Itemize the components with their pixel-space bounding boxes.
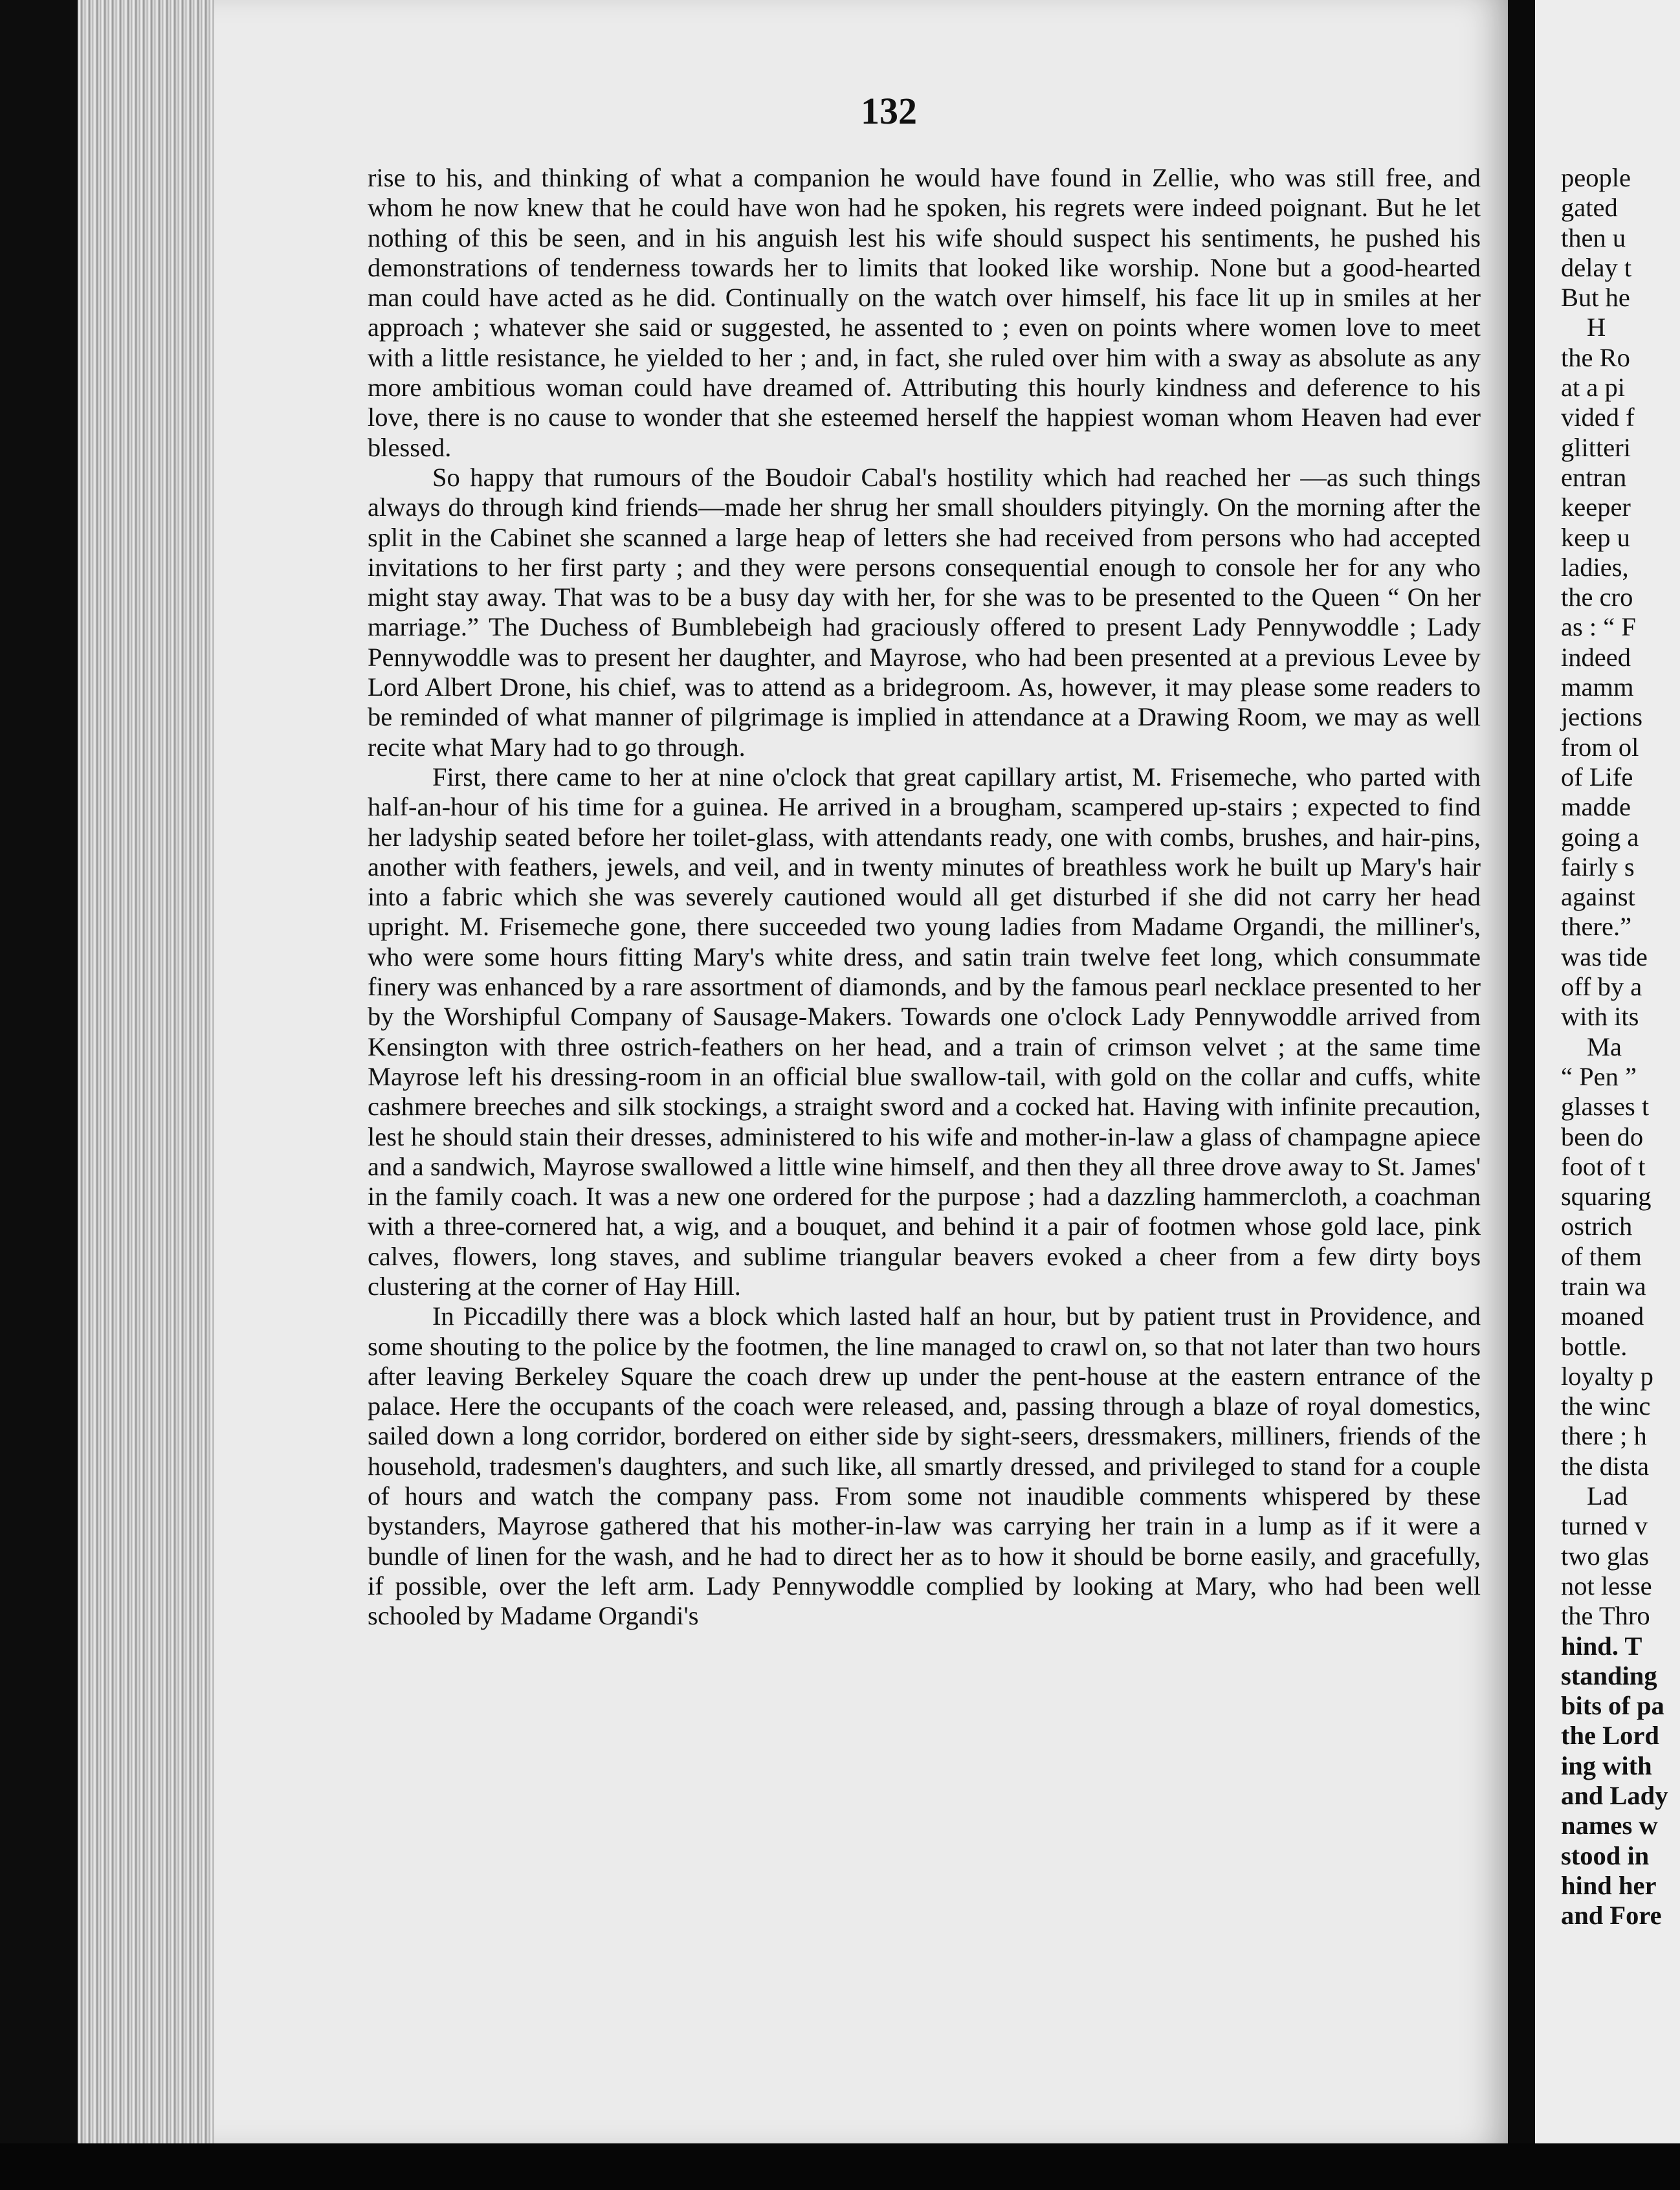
book-gutter [1508, 0, 1535, 2190]
right-page-line: the winc [1561, 1391, 1651, 1421]
paragraph-1: rise to his, and thinking of what a companion he would have found in Zellie, who was still free, and whom he now knew that he could have won had he spoken, his regrets were indeed poignant. But he let nothing of this be seen, and in his anguish lest his wife should suspect his sentiments, he pushed his demonstrations of tenderness towards her to limits that looked like worship. None but a good-hearted man could have acted as he did. Continually on the watch over himself, his face lit up in smiles at her approach ; whatever she said or suggested, he assented to ; even on points where women love to meet with a little resistance, he yielded to her ; and, in fact, she ruled over him with a sway as absolute as any more ambitious woman could have dreamed of. Attributing this hourly kindness and deference to his love, there is no cause to wonder that she esteemed herself the happiest woman whom Heaven had ever blessed. [368, 163, 1481, 462]
right-page-line: of them [1561, 1241, 1642, 1271]
right-page-line: squaring [1561, 1182, 1652, 1211]
right-page-line: two glas [1561, 1541, 1650, 1571]
left-page-body [368, 163, 1481, 1631]
book-page-edges [78, 0, 214, 2143]
right-page-line: delay t [1561, 252, 1632, 282]
right-page-line: there.” [1561, 912, 1632, 942]
right-page-line: going a [1561, 822, 1639, 852]
right-page-line: loyalty p [1561, 1361, 1653, 1391]
right-page-line: indeed [1561, 642, 1631, 672]
right-page-line: people [1561, 163, 1631, 192]
right-page-line: turned v [1561, 1511, 1648, 1541]
right-page-line: Ma [1587, 1032, 1622, 1061]
right-page-line: ostrich [1561, 1211, 1633, 1241]
right-page-line: the dista [1561, 1451, 1650, 1481]
right-page-line: bottle. [1561, 1331, 1628, 1361]
right-page-line: ladies, [1561, 552, 1629, 582]
right-page-line: there ; h [1561, 1421, 1647, 1451]
right-page-line: glasses t [1561, 1092, 1650, 1122]
right-page-line: foot of t [1561, 1151, 1646, 1181]
right-page-line: been do [1561, 1122, 1644, 1151]
right-page-line: was tide [1561, 942, 1648, 971]
right-page-line: names w [1561, 1811, 1658, 1841]
scan-bottom-border [0, 2143, 1680, 2190]
right-page-line: fairly s [1561, 852, 1635, 881]
right-page-line: “ Pen ” [1561, 1061, 1637, 1091]
right-page-line: hind her [1561, 1870, 1657, 1900]
right-page-line: But he [1561, 283, 1630, 313]
paragraph-4: In Piccadilly there was a block which lasted half an hour, but by patient trust in Providence, and some shouting to the police by the footmen, the line managed to crawl on, so that not later than two hours after leaving Berkeley Square the coach drew up under the pent-house at the eastern entrance of the palace. Here the occupants of the coach were released, and, passing through a blaze of royal domestics, sailed down a long corridor, bordered on either side by sight-seers, dressmakers, milliners, friends of the household, tradesmen's daughters, and such like, all smartly dressed, and privileged to stand for a couple of hours and watch the company pass. From some not inaudible comments whispered by these bystanders, Mayrose gathered that his mother-in-law was carrying her train in a lump as if it were a bundle of linen for the wash, and he had to direct her as to how it should be borne easily, and gracefully, if possible, over the left arm. Lady Pennywoddle complied by looking at Mary, who had been well schooled by Madame Organdi's [368, 1301, 1481, 1631]
right-page-line: against [1561, 882, 1635, 912]
right-page-line: the Lord [1561, 1721, 1659, 1751]
paragraph-2: So happy that rumours of the Boudoir Cabal's hostility which had reached her —as such things always do through kind friends—made her shrug her small shoulders pityingly. On the morning after the split in the Cabinet she scanned a large heap of letters she had received from persons who had accepted invitations to her first party ; and they were persons consequential enough to console her for any who might stay away. That was to be a busy day with her, for she was to be presented to the Queen “ On her marriage.” The Duchess of Bumblebeigh had graciously offered to present Lady Pennywoddle ; Lady Pennywoddle was to present her daughter, and Mayrose, who had been presented at a previous Levee by Lord Albert Drone, his chief, was to attend as a bridegroom. As, however, it may please some readers to be reminded of what manner of pilgrimage is implied in attendance at a Drawing Room, we may as well recite what Mary had to go through. [368, 462, 1481, 762]
right-page-line: ing with [1561, 1751, 1652, 1780]
right-page-line: the Thro [1561, 1601, 1650, 1631]
page-number: 132 [861, 90, 917, 132]
paragraph-3: First, there came to her at nine o'clock that great capillary artist, M. Frisemeche, who parted with half-an-hour of his time for a guinea. He arrived in a brougham, scampered up-stairs ; expected to find her ladyship seated before her toilet-glass, with attendants ready, one with combs, brushes, and hair-pins, another with feathers, jewels, and veil, and in twenty minutes of breathless work he built up Mary's hair into a fabric which she was severely cautioned would all get disturbed if she did not carry her head upright. M. Frisemeche gone, there succeeded two young ladies from Madame Organdi, the milliner's, who were some hours fitting Mary's white dress, and satin train twelve feet long, which consummate finery was enhanced by a rare assortment of diamonds, and by the famous pearl necklace presented to her by the Worshipful Company of Sausage-Makers. Towards one o'clock Lady Pennywoddle arrived from Kensington with three ostrich-feathers on her head, and a train of crimson velvet ; at the same time Mayrose left his dressing-room in an official blue swallow-tail, with gold on the collar and cuffs, white cashmere breeches and silk stockings, a straight sword and a cocked hat. Having with infinite precaution, lest he should stain their dresses, administered to his wife and mother-in-law a glass of champagne apiece and a sandwich, Mayrose swallowed a little wine himself, and then they all three drove away to St. James' in the family coach. It was a new one ordered for the purpose ; had a dazzling hammercloth, a coachman with a three-cornered hat, a wig, and a bouquet, and behind it a pair of footmen whose gold lace, pink calves, flowers, long staves, and sublime triangular beavers evoked a cheer from a few dirty boys clustering at the corner of Hay Hill. [368, 762, 1481, 1301]
right-page-line: and Fore [1561, 1901, 1662, 1930]
right-page-line: then u [1561, 223, 1626, 252]
right-page-line: the cro [1561, 582, 1633, 612]
right-page-line: keep u [1561, 522, 1630, 552]
right-page-line: gated [1561, 193, 1618, 223]
right-page-line: with its [1561, 1002, 1639, 1032]
right-page-line: and Lady [1561, 1781, 1668, 1811]
right-page-line: of Life [1561, 762, 1633, 791]
right-page-line: madde [1561, 792, 1631, 822]
right-page-line: keeper [1561, 492, 1631, 522]
right-page-line: train wa [1561, 1271, 1646, 1301]
right-page-line: vided f [1561, 403, 1635, 432]
right-page-line: stood in [1561, 1841, 1650, 1870]
right-page-line: as : “ F [1561, 612, 1636, 642]
right-page-line: at a pi [1561, 373, 1625, 403]
right-page-line: Lad [1587, 1481, 1628, 1511]
right-page-line: standing [1561, 1661, 1657, 1690]
right-page-line: off by a [1561, 972, 1642, 1002]
right-page-cropped-text [1561, 163, 1680, 1931]
right-page-line: not lesse [1561, 1571, 1652, 1600]
right-page-line: bits of pa [1561, 1691, 1664, 1721]
right-page-line: from ol [1561, 732, 1639, 762]
right-page-line: mamm [1561, 672, 1634, 702]
right-page-line: glitteri [1561, 432, 1631, 462]
right-page-line: the Ro [1561, 342, 1630, 372]
right-page-line: moaned [1561, 1301, 1644, 1331]
right-page-line: entran [1561, 462, 1627, 492]
right-page-line: jections [1561, 702, 1642, 732]
right-page-line: hind. T [1561, 1631, 1642, 1661]
right-page-line: H [1587, 313, 1606, 342]
